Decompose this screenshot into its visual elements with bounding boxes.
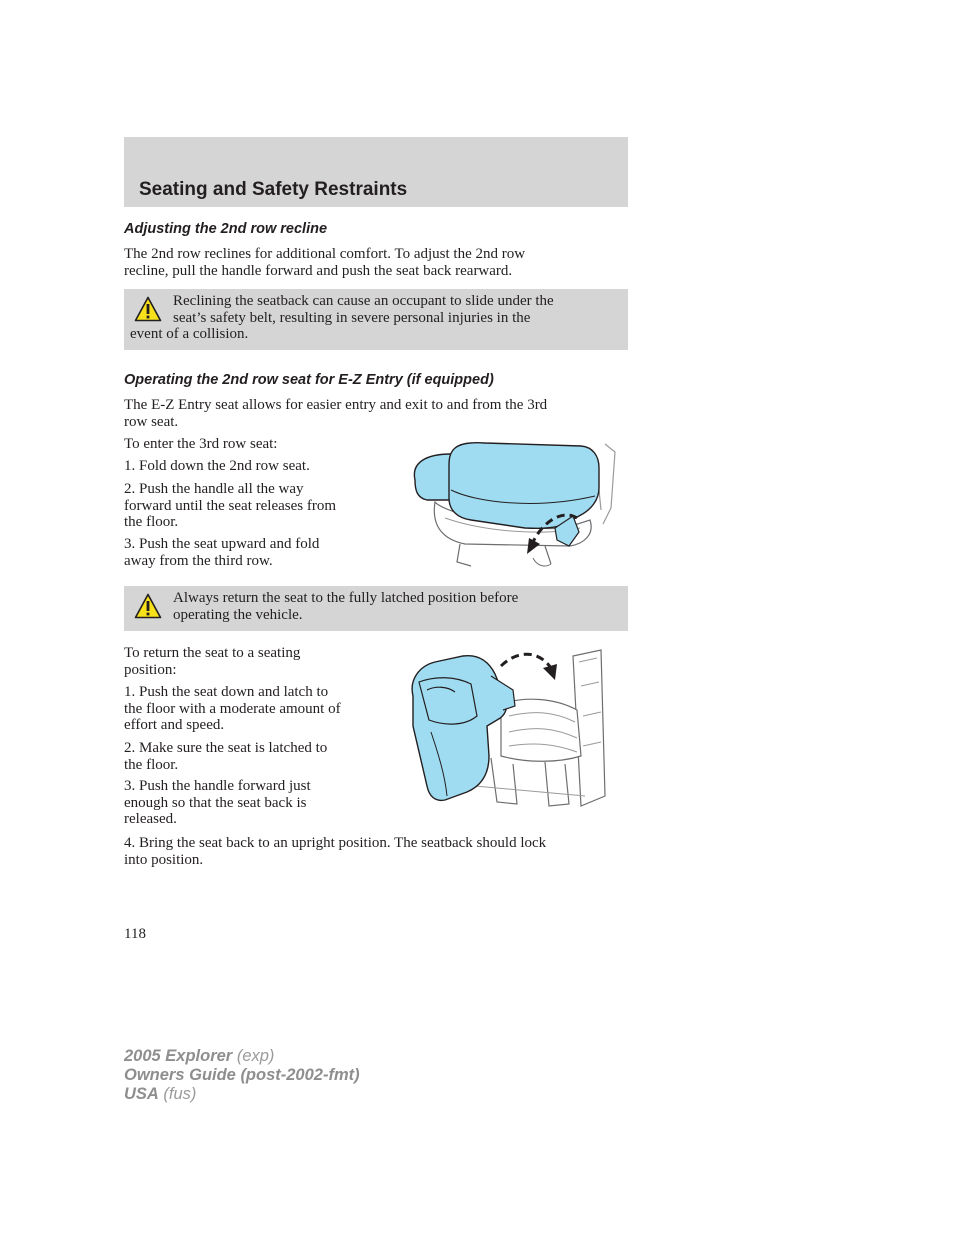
footer-line <box>124 1066 360 1085</box>
enter-3rd-row-label: To enter the 3rd row seat: <box>124 436 278 452</box>
section-title: Seating and Safety Restraints <box>139 179 408 200</box>
enter-step-2 <box>124 481 336 531</box>
step-line: 4. Bring the seat back to an upright position. The seatback should lock <box>124 835 547 851</box>
footer-guide: Owners Guide (post-2002-fmt) <box>124 1066 360 1084</box>
paragraph-line: row seat. <box>124 413 179 430</box>
subheading-ez-entry: Operating the 2nd row seat for E-Z Entry (if equipped) <box>124 372 494 388</box>
footer-model: 2005 Explorer <box>124 1047 233 1065</box>
step-line: the floor. <box>124 756 179 773</box>
footer-market: USA <box>124 1085 159 1103</box>
warning-text: operating the vehicle. <box>173 606 303 623</box>
footer-line <box>124 1047 360 1066</box>
return-step-3 <box>124 778 311 828</box>
tumbled-seat-illustration <box>405 646 607 810</box>
page-number: 118 <box>124 926 146 942</box>
footer-code: (exp) <box>232 1047 275 1065</box>
warning-text: seat’s safety belt, resulting in severe personal injuries in the <box>173 309 531 326</box>
paragraph-line: position: <box>124 661 177 678</box>
paragraph-recline <box>124 246 628 279</box>
paragraph-line: The 2nd row reclines for additional comfort. To adjust the 2nd row <box>124 246 526 262</box>
step-line: 3. Push the seat upward and fold <box>124 536 320 552</box>
paragraph-line: To return the seat to a seating <box>124 645 301 661</box>
return-step-1 <box>124 684 341 734</box>
step-line: 1. Push the seat down and latch to <box>124 684 329 700</box>
step-line: into position. <box>124 851 204 868</box>
return-step-4 <box>124 835 628 868</box>
step-line: the floor. <box>124 514 179 530</box>
paragraph-line: The E-Z Entry seat allows for easier entry and exit to and from the 3rd <box>124 397 548 413</box>
paragraph-ez-entry-intro <box>124 397 628 430</box>
footer-line <box>124 1085 360 1104</box>
enter-step-1: 1. Fold down the 2nd row seat. <box>124 458 310 474</box>
return-seat-label <box>124 645 300 678</box>
step-line: released. <box>124 811 177 827</box>
warning-text: event of a collision. <box>130 326 249 342</box>
subheading-recline: Adjusting the 2nd row recline <box>124 221 328 237</box>
step-line: effort and speed. <box>124 717 225 733</box>
folded-seat-illustration <box>405 440 620 572</box>
warning-box-latch <box>124 586 628 631</box>
warning-triangle-icon <box>134 296 162 322</box>
step-line: 2. Make sure the seat is latched to <box>124 740 328 756</box>
footer-code: (fus) <box>158 1085 197 1103</box>
section-header-band <box>124 137 628 207</box>
warning-box-recline <box>124 289 628 350</box>
return-step-2 <box>124 740 327 773</box>
warning-text: Always return the seat to the fully latched position before <box>173 590 519 606</box>
warning-triangle-icon <box>134 593 162 619</box>
paragraph-line: recline, pull the handle forward and push the seat back rearward. <box>124 262 513 279</box>
step-line: enough so that the seat back is <box>124 794 307 811</box>
warning-text: Reclining the seatback can cause an occupant to slide under the <box>173 293 554 309</box>
enter-step-3 <box>124 536 319 569</box>
step-line: 3. Push the handle forward just <box>124 778 311 794</box>
step-line: away from the third row. <box>124 552 273 569</box>
step-line: forward until the seat releases from <box>124 497 336 514</box>
step-line: the floor with a moderate amount of <box>124 700 341 717</box>
step-line: 2. Push the handle all the way <box>124 481 304 497</box>
document-footer <box>124 1047 360 1104</box>
